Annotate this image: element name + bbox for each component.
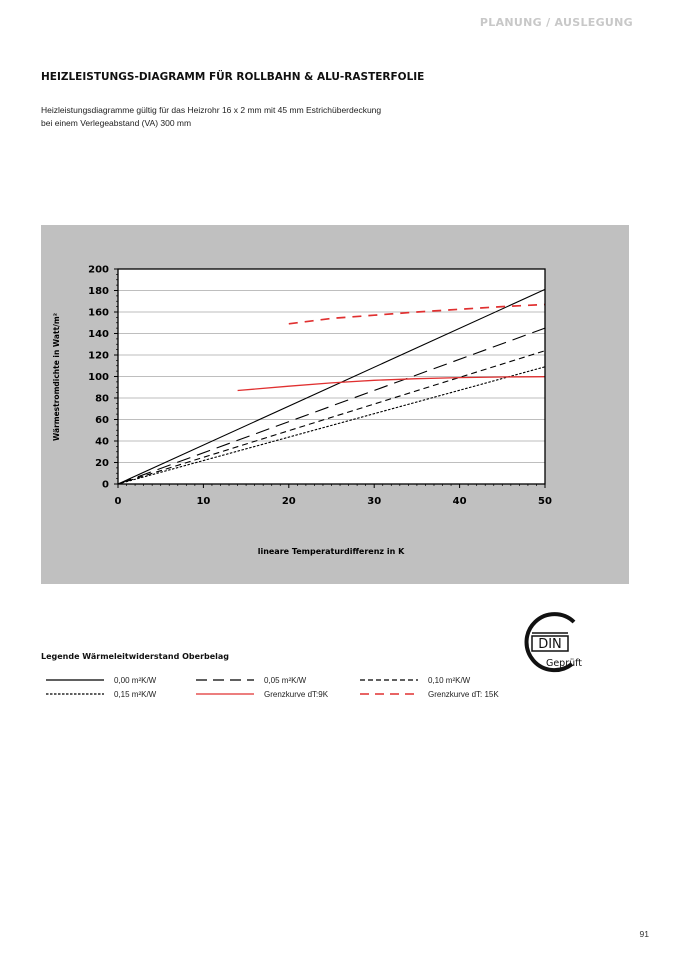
x-tick-label: 40: [452, 496, 467, 507]
legend-item-grenz-15k: [360, 688, 499, 700]
page-subtitle: [41, 104, 461, 130]
legend-item-0-00: [46, 674, 156, 686]
legend-label-grenz-15k: Grenzkurve dT: 15K: [428, 689, 499, 699]
chart-panel: [41, 225, 629, 584]
legend-label-0-10: 0,10 m²K/W: [428, 675, 471, 685]
y-tick-label: 80: [95, 393, 109, 405]
legend-label-0-15: 0,15 m²K/W: [114, 689, 157, 699]
y-tick-label: 160: [88, 307, 109, 319]
chart-legend: [46, 674, 566, 704]
subtitle-line-2: bei einem Verlegeabstand (VA) 300 mm: [41, 118, 192, 128]
y-tick-label: 20: [95, 458, 109, 469]
legend-swatch-grenz-9k: [196, 691, 254, 697]
y-tick-label: 180: [88, 286, 109, 297]
legend-swatch-0-10: [360, 677, 418, 683]
legend-swatch-0-05: [196, 677, 254, 683]
legend-item-0-15: [46, 688, 156, 700]
din-logo-text: DIN: [538, 637, 562, 652]
din-certified-logo: [514, 612, 588, 676]
legend-item-0-10: [360, 674, 470, 686]
y-tick-label: 200: [88, 264, 109, 276]
legend-swatch-0-00: [46, 677, 104, 683]
x-tick-label: 30: [367, 496, 382, 507]
y-tick-label: 100: [88, 372, 109, 383]
legend-label-grenz-9k: Grenzkurve dT:9K: [264, 689, 329, 699]
x-tick-label: 20: [281, 496, 296, 507]
legend-label-0-05: 0,05 m²K/W: [264, 675, 307, 685]
legend-title: Legende Wärmeleitwiderstand Oberbelag: [41, 652, 230, 661]
chart-grid: [118, 269, 545, 484]
x-tick-label: 50: [538, 496, 552, 507]
legend-swatch-0-15: [46, 691, 104, 697]
din-logo-subtext: Geprüft: [545, 658, 583, 669]
y-axis-label: Wärmestromdichte in Watt/m²: [52, 313, 61, 441]
page-number: 91: [639, 929, 649, 939]
y-tick-label: 120: [88, 350, 109, 362]
x-tick-label: 0: [114, 496, 122, 507]
x-tick-label: 10: [196, 496, 211, 507]
subtitle-line-1: Heizleistungsdiagramme gültig für das Heizrohr 16 x 2 mm mit 45 mm Estrichüberdeckung: [41, 105, 382, 115]
legend-item-grenz-9k: [196, 688, 328, 700]
y-tick-label: 40: [95, 436, 109, 448]
legend-item-0-05: [196, 674, 306, 686]
y-tick-label: 0: [102, 479, 109, 491]
legend-swatch-grenz-15k: [360, 691, 418, 697]
y-tick-label: 140: [88, 329, 109, 340]
x-axis-label: lineare Temperaturdifferenz in K: [257, 547, 405, 556]
heating-performance-chart: [41, 225, 629, 584]
page-title: HEIZLEISTUNGS-DIAGRAMM FÜR ROLLBAHN & ALU-RASTERFOLIE: [41, 71, 425, 83]
section-tag: PLANUNG / AUSLEGUNG: [479, 16, 633, 29]
legend-label-0-00: 0,00 m²K/W: [114, 675, 157, 685]
y-tick-label: 60: [95, 415, 109, 426]
